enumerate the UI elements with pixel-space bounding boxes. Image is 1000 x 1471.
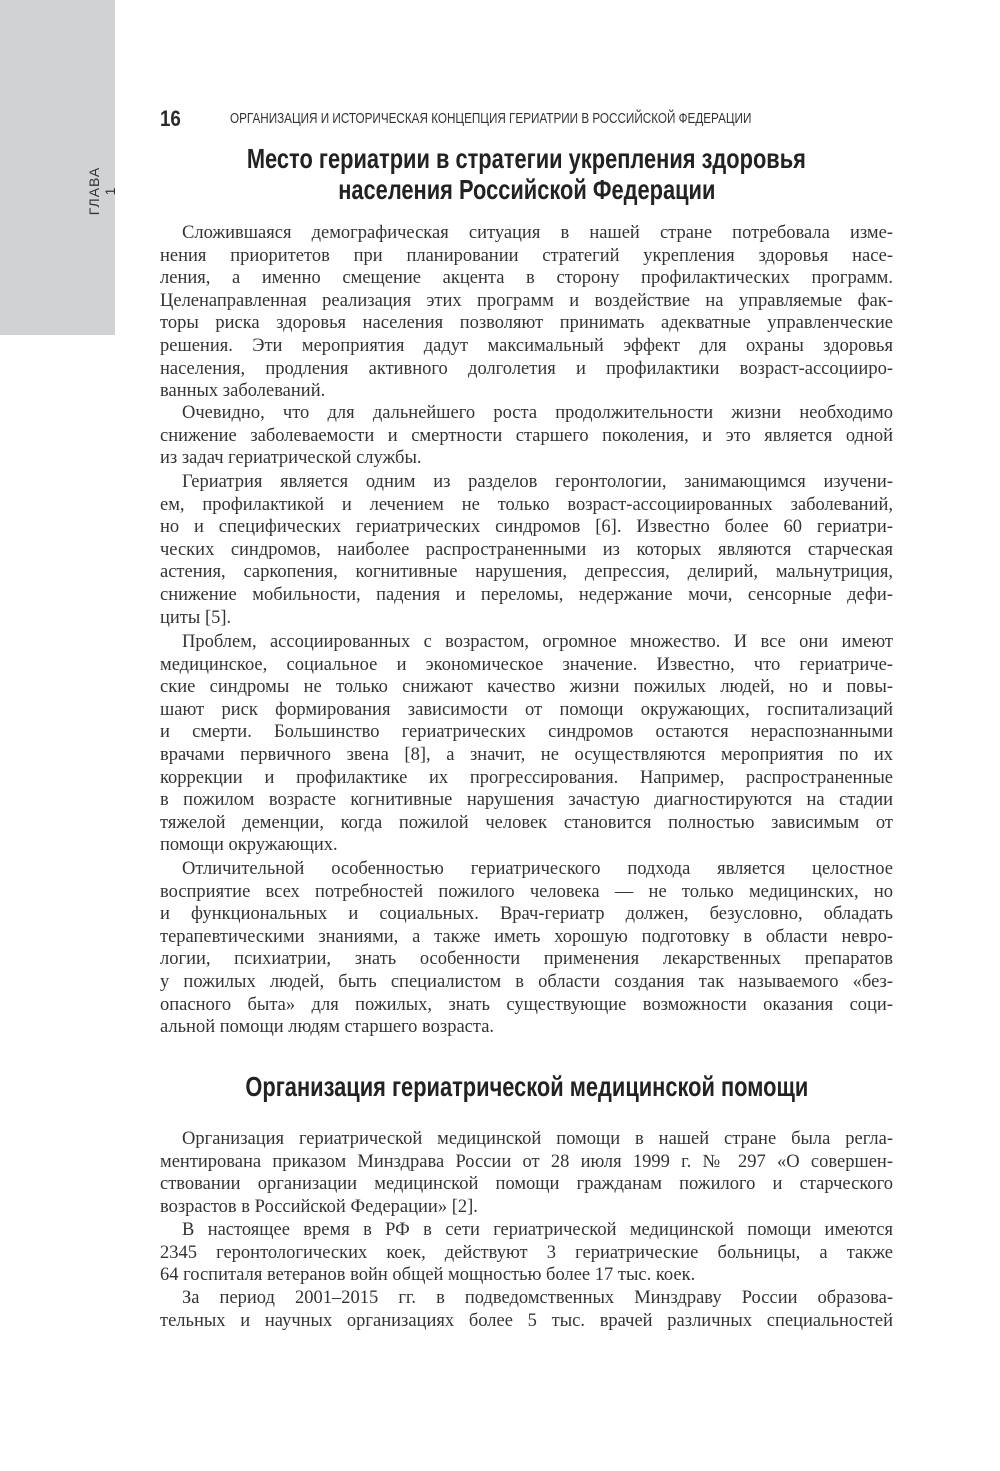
text-line: логии, психиатрии, знать особенности применения лекарственных препаратов xyxy=(160,949,893,970)
section-title-line: Организация гериатрической медицинской помощи xyxy=(245,1071,808,1102)
section-title xyxy=(160,1071,893,1103)
text-line: тельных и научных организациях более 5 тыс. врачей различных специальностей xyxy=(160,1310,893,1331)
text-line: и смерти. Большинство гериатрических синдромов остаются нераспознанными xyxy=(160,722,893,743)
paragraph xyxy=(160,1287,893,1332)
text-line: из задач гериатрической службы. xyxy=(160,448,422,469)
text-line: Целенаправленная реализация этих программ и воздействие на управляемые фак- xyxy=(160,290,893,311)
text-line: снижение заболеваемости и смертности старшего поколения, и это является одной xyxy=(160,425,893,446)
chapter-label: ГЛАВА 1 xyxy=(86,166,118,216)
text-line: ментирована приказом Минздрава России от 28 июля 1999 г. № 297 «О совершен- xyxy=(160,1151,893,1172)
text-line: Гериатрия является одним из разделов геронтологии, занимающимся изучени- xyxy=(182,472,893,492)
text-line: 2345 геронтологических коек, действуют 3 гериатрические больницы, а также xyxy=(160,1242,893,1263)
running-title: ОРГАНИЗАЦИЯ И ИСТОРИЧЕСКАЯ КОНЦЕПЦИЯ ГЕРИАТРИИ В РОССИЙСКОЙ ФЕДЕРАЦИИ xyxy=(230,110,752,127)
text-line: ем, профилактикой и лечением не только возраст-ассоциированных заболеваний, xyxy=(160,494,893,515)
text-line: ванных заболеваний. xyxy=(160,381,326,402)
paragraph xyxy=(160,471,893,629)
text-line: тяжелой деменции, когда пожилой человек становится полностью зависимым от xyxy=(160,812,893,833)
text-line: у пожилых людей, быть специалистом в области создания так называемого «без- xyxy=(160,971,893,992)
text-line: В настоящее время в РФ в сети гериатрической медицинской помощи имеются xyxy=(182,1220,893,1240)
section-title-line: Место гериатрии в стратегии укрепления здоровья xyxy=(246,143,807,174)
text-line: Организация гериатрической медицинской помощи в нашей стране была регла- xyxy=(182,1129,893,1149)
text-line: ления, а именно смещение акцента в сторону профилактических программ. xyxy=(160,268,893,289)
paragraph xyxy=(160,631,893,857)
paragraph xyxy=(160,858,893,1039)
text-line: в пожилом возрасте когнитивные нарушения зачастую диагностируются на стадии xyxy=(160,790,893,811)
text-line: восприятие всех потребностей пожилого человека — не только медицинских, но xyxy=(160,881,893,902)
text-line: альной помощи людям старшего возраста. xyxy=(160,1017,495,1038)
text-line: шают риск формирования зависимости от помощи окружающих, госпитализаций xyxy=(160,699,893,720)
section-title-line: населения Российской Федерации xyxy=(337,174,716,205)
page-number: 16 xyxy=(160,106,181,131)
text-line: коррекции и профилактике их прогрессирования. Например, распространенные xyxy=(160,767,893,788)
text-line: помощи окружающих. xyxy=(160,835,338,856)
text-line: решения. Эти мероприятия дадут максимальный эффект для охраны здоровья xyxy=(160,335,893,356)
text-line: За период 2001–2015 гг. в подведомственных Минздраву России образова- xyxy=(182,1288,893,1308)
text-line: Сложившаяся демографическая ситуация в нашей стране потребовала изме- xyxy=(182,223,893,243)
text-line: врачами первичного звена [8], а значит, не осуществляются мероприятия по их xyxy=(160,744,893,765)
text-line: ские синдромы не только снижают качество жизни пожилых людей, но и повы- xyxy=(160,677,893,698)
text-line: и функциональных и социальных. Врач-гериатр должен, безусловно, обладать xyxy=(160,904,893,925)
text-line: торы риска здоровья населения позволяют принимать адекватные управленческие xyxy=(160,313,893,334)
text-line: но и специфических гериатрических синдромов [6]. Известно более 60 гериатри- xyxy=(160,517,893,538)
section-title xyxy=(160,143,893,205)
text-line: 64 госпиталя ветеранов войн общей мощностью более 17 тыс. коек. xyxy=(160,1265,696,1286)
text-line: Проблем, ассоциированных с возрастом, огромное множество. И все они имеют xyxy=(182,632,893,652)
paragraph xyxy=(160,1219,893,1287)
text-line: циты [5]. xyxy=(160,607,232,628)
text-line: астения, саркопения, когнитивные нарушения, депрессия, делирий, мальнутриция, xyxy=(160,562,893,583)
text-line: снижение мобильности, падения и переломы, недержание мочи, сенсорные дефи- xyxy=(160,584,893,605)
text-line: терапевтическими знаниями, а также иметь хорошую подготовку в области невро- xyxy=(160,926,893,947)
text-line: ческих синдромов, наиболее распространенными из которых являются старческая xyxy=(160,539,893,560)
text-line: опасного быта» для пожилых, знать существующие возможности оказания соци- xyxy=(160,994,893,1015)
paragraph xyxy=(160,402,893,470)
text-line: нения приоритетов при планировании стратегий укрепления здоровья насе- xyxy=(160,245,893,266)
text-line: Отличительной особенностью гериатрического подхода является целостное xyxy=(182,859,893,879)
text-line: ствовании организации медицинской помощи гражданам пожилого и старческого xyxy=(160,1174,893,1195)
paragraph xyxy=(160,1128,893,1218)
text-line: медицинское, социальное и экономическое значение. Известно, что гериатриче- xyxy=(160,654,893,675)
text-line: Очевидно, что для дальнейшего роста продолжительности жизни необходимо xyxy=(182,403,893,423)
text-line: населения, продления активного долголетия и профилактики возраст-ассоцииро- xyxy=(160,358,893,379)
text-line: возрастов в Российской Федерации» [2]. xyxy=(160,1196,478,1217)
paragraph xyxy=(160,222,893,403)
